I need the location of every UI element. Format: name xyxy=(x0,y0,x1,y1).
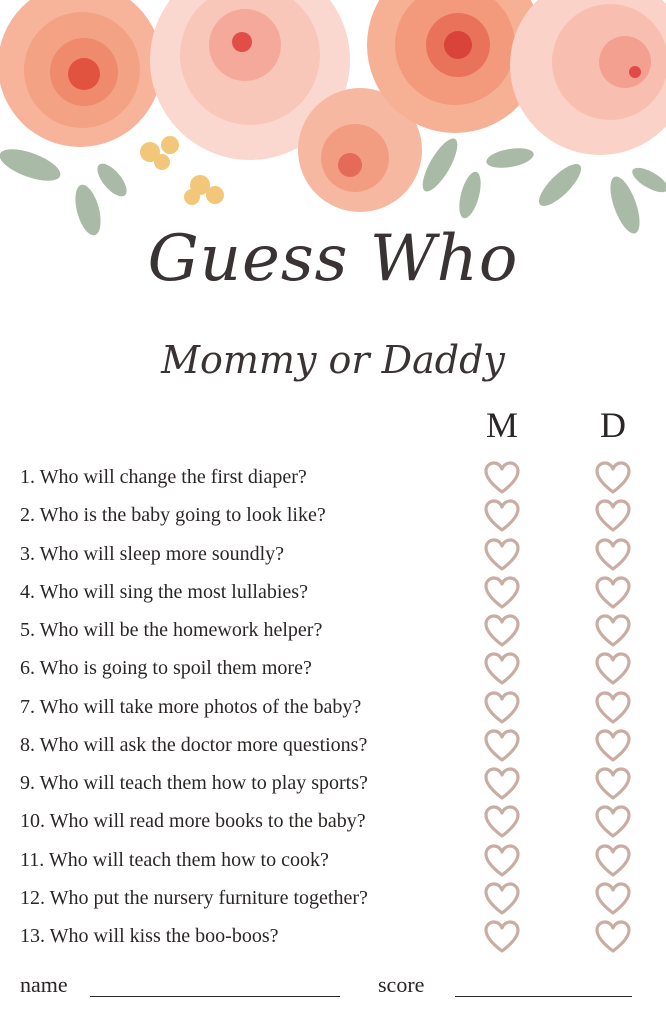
heart-checkbox-daddy[interactable] xyxy=(595,499,631,533)
question-text: 6. Who is going to spoil them more? xyxy=(20,657,312,680)
question-text: 5. Who will be the homework helper? xyxy=(20,619,323,641)
heart-checkbox-daddy[interactable] xyxy=(595,805,631,839)
heart-checkbox-mommy[interactable] xyxy=(484,652,520,686)
heart-checkbox-daddy[interactable] xyxy=(595,691,631,725)
heart-checkbox-mommy[interactable] xyxy=(484,882,520,916)
question-text: 4. Who will sing the most lullabies? xyxy=(20,580,308,603)
name-label: name xyxy=(20,972,68,997)
heart-checkbox-daddy[interactable] xyxy=(595,767,631,801)
heart-checkbox-daddy[interactable] xyxy=(595,729,631,763)
rose-icon xyxy=(510,0,666,155)
heart-checkbox-daddy[interactable] xyxy=(595,652,631,686)
heart-checkbox-daddy[interactable] xyxy=(595,461,631,495)
question-text: 2. Who is the baby going to look like? xyxy=(20,504,326,527)
heart-checkbox-mommy[interactable] xyxy=(484,538,520,572)
floral-header-illustration xyxy=(0,0,666,250)
heart-checkbox-mommy[interactable] xyxy=(484,576,520,610)
column-header-mommy: M xyxy=(485,405,518,445)
heart-checkbox-mommy[interactable] xyxy=(484,499,520,533)
heart-checkbox-mommy[interactable] xyxy=(484,844,520,878)
question-text: 1. Who will change the first diaper? xyxy=(20,466,307,488)
heart-checkbox-mommy[interactable] xyxy=(484,691,520,725)
column-header-daddy: D xyxy=(600,405,626,445)
question-text: 10. Who will read more books to the baby? xyxy=(20,810,366,833)
question-text: 11. Who will teach them how to cook? xyxy=(20,848,329,871)
heart-checkbox-daddy[interactable] xyxy=(595,882,631,916)
heart-checkbox-daddy[interactable] xyxy=(595,538,631,572)
name-field[interactable] xyxy=(90,996,340,997)
question-text: 13. Who will kiss the boo-boos? xyxy=(20,925,279,947)
heart-checkbox-mommy[interactable] xyxy=(484,729,520,763)
heart-checkbox-mommy[interactable] xyxy=(484,614,520,648)
score-field[interactable] xyxy=(455,996,632,997)
rose-icon xyxy=(0,0,162,147)
score-label: score xyxy=(378,972,425,997)
heart-checkbox-mommy[interactable] xyxy=(484,920,520,954)
question-text: 8. Who will ask the doctor more questions? xyxy=(20,733,368,756)
question-text: 3. Who will sleep more soundly? xyxy=(20,542,285,565)
heart-checkbox-daddy[interactable] xyxy=(595,576,631,610)
heart-checkbox-daddy[interactable] xyxy=(595,920,631,954)
heart-checkbox-mommy[interactable] xyxy=(484,805,520,839)
question-text: 9. Who will teach them how to play sports? xyxy=(20,772,368,794)
page-title: Guess Who xyxy=(147,222,519,296)
heart-checkbox-mommy[interactable] xyxy=(484,461,520,495)
heart-checkbox-daddy[interactable] xyxy=(595,844,631,878)
question-text: 12. Who put the nursery furniture together? xyxy=(20,886,368,909)
heart-checkbox-daddy[interactable] xyxy=(595,614,631,648)
page-subtitle: Mommy or Daddy xyxy=(161,338,505,382)
question-text: 7. Who will take more photos of the baby? xyxy=(20,695,362,718)
heart-checkbox-mommy[interactable] xyxy=(484,767,520,801)
